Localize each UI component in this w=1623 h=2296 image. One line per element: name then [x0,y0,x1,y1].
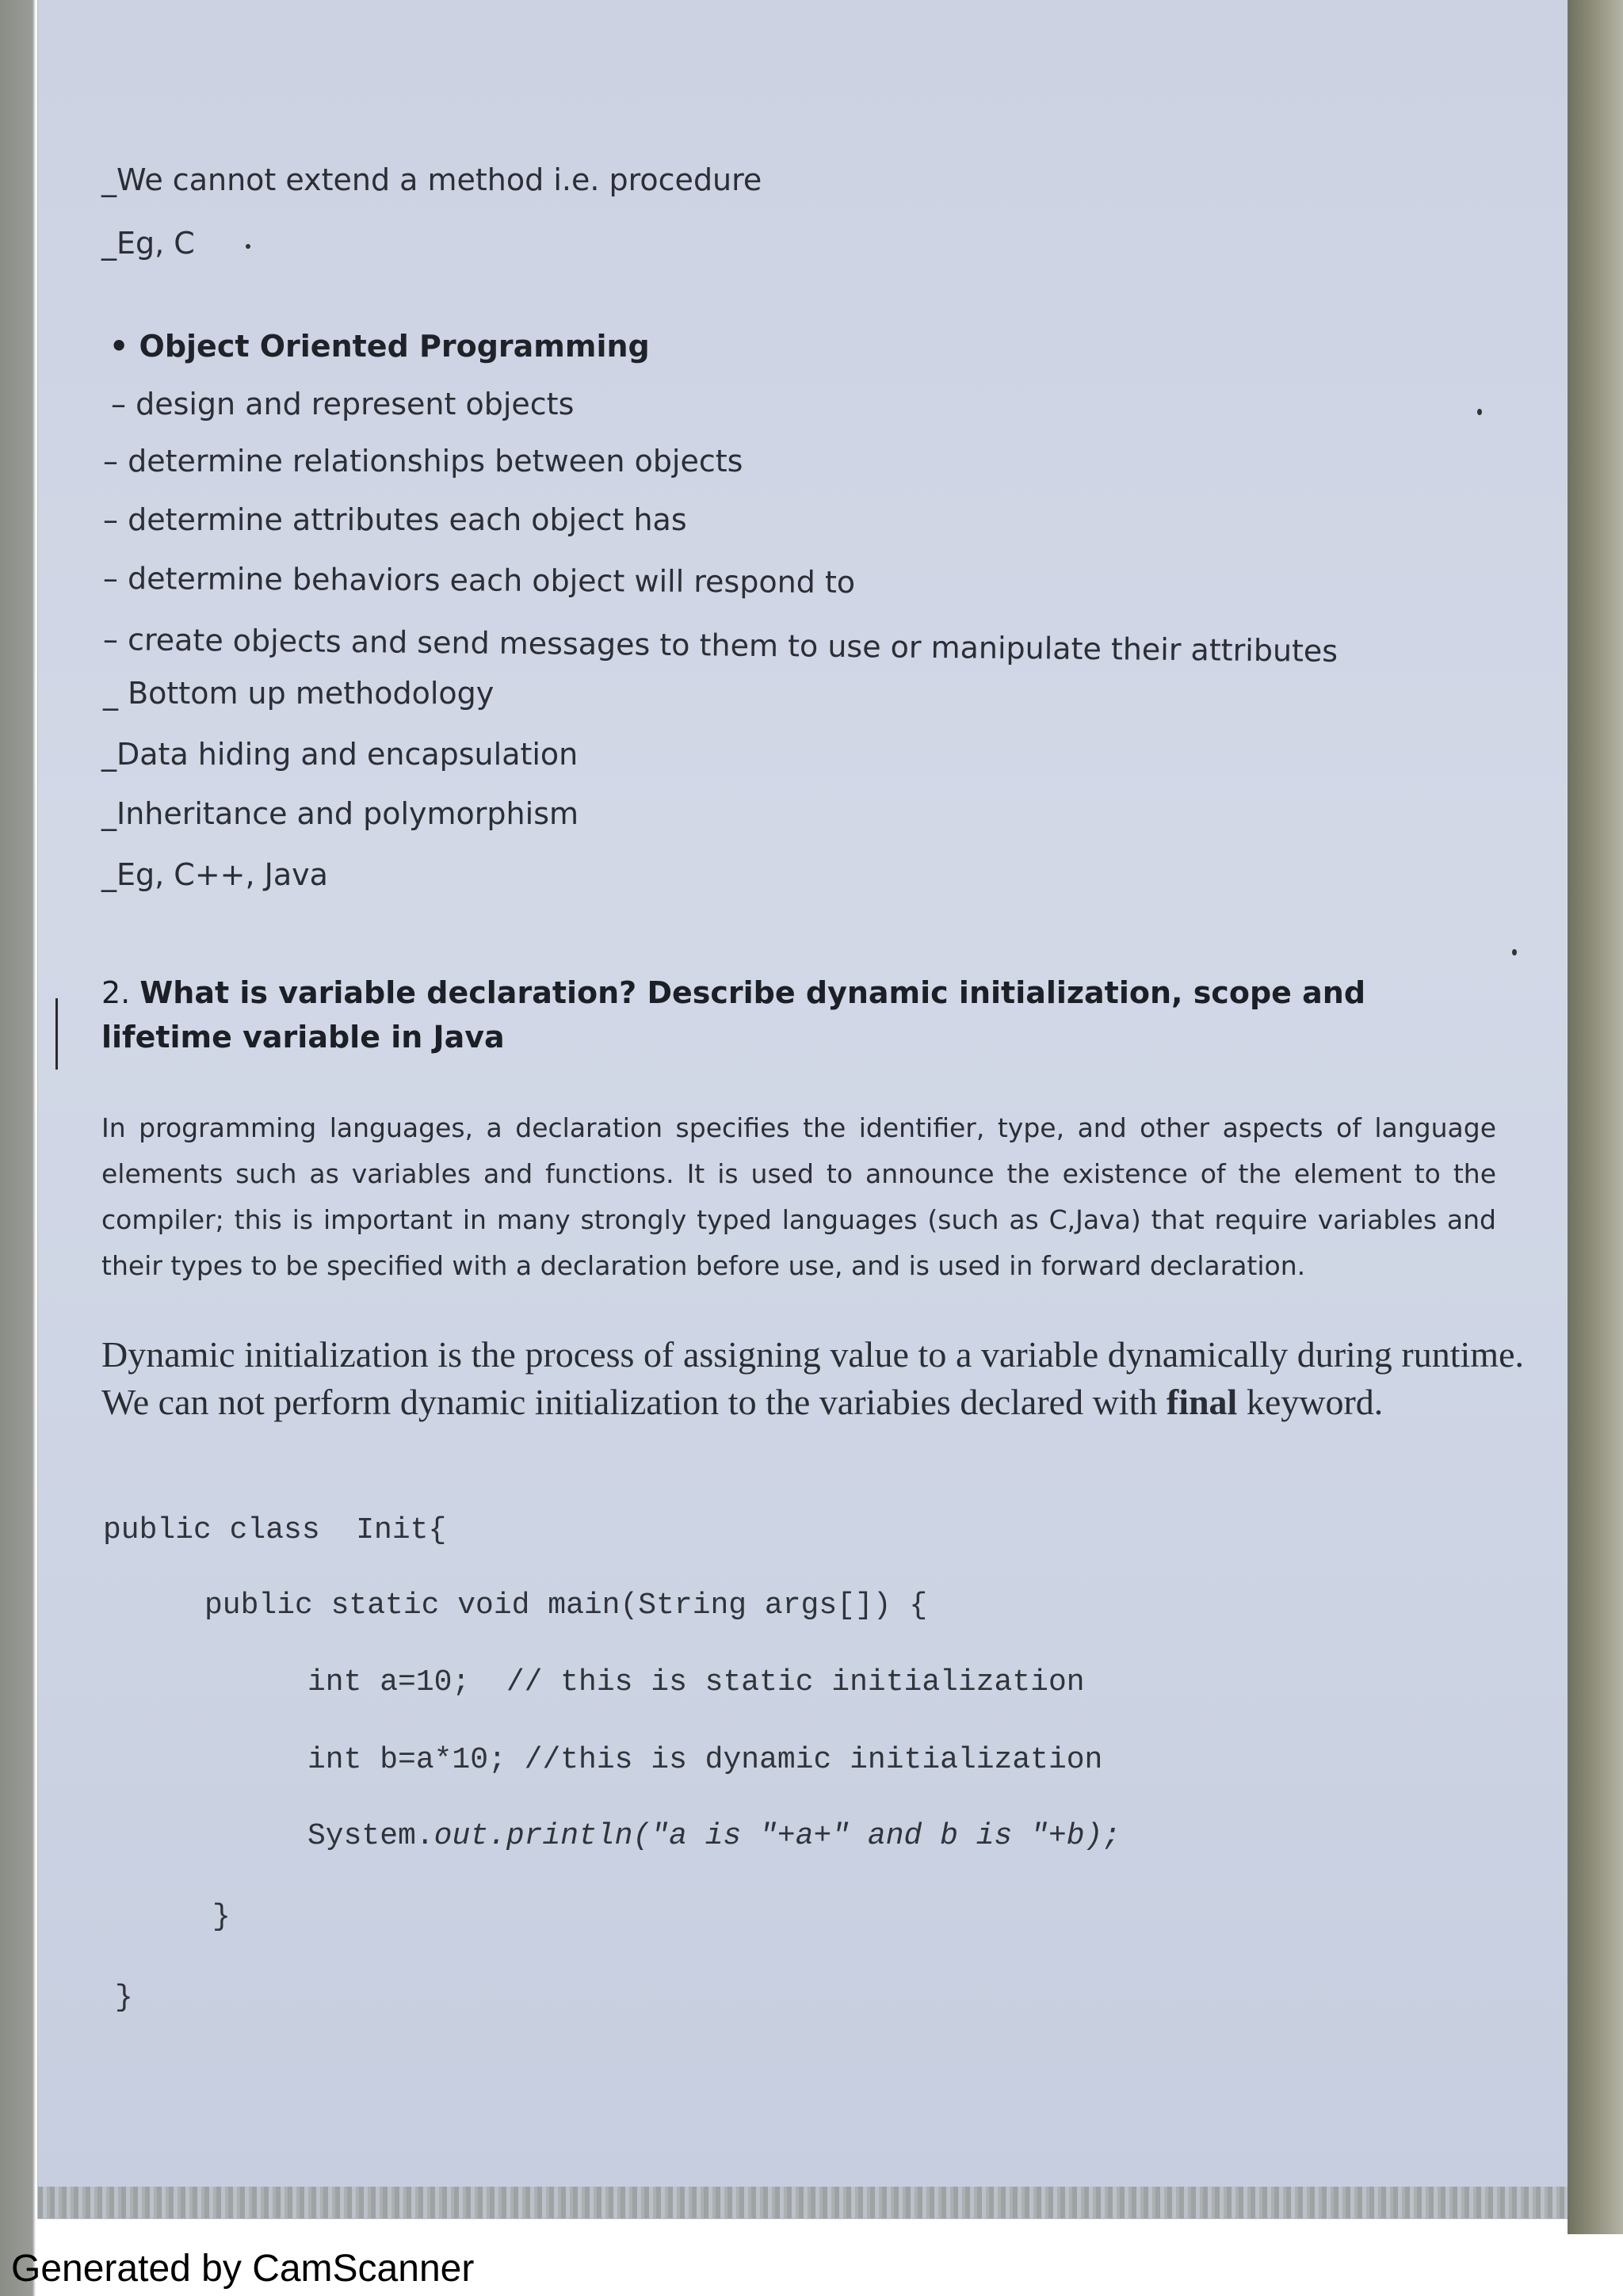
dynamic-init-text: Dynamic initialization is the process of assigning value to a variable dynamically during runtime. We can not perform dynamic initialization to the variabies declared with [101,1334,1524,1422]
code-println: out.println("a is "+a+" and b is "+b); [433,1819,1121,1853]
scan-speck [1512,949,1517,955]
oop-item: – determine attributes each object has [103,502,687,537]
code-line-1: public class Init{ [103,1513,447,1547]
code-line-5 [307,1819,1121,1853]
code-line-2: public static void main(String args[]) { [204,1589,928,1623]
scan-speck [246,244,250,249]
oop-item: – determine relationships between objects [103,444,743,479]
footer-watermark: Generated by CamScanner [11,2248,475,2290]
intro-line-2: _Eg, C [101,226,195,261]
oop-item: _ Bottom up methodology [103,676,495,711]
oop-item: _Inheritance and polymorphism [101,796,579,831]
question-text: What is variable declaration? Describe dynamic initialization, scope and lifetime variable in Java [101,975,1366,1055]
oop-heading: • Object Oriented Programming [109,329,650,364]
code-system: System. [307,1819,434,1853]
oop-item: – create objects and send messages to them to use or manipulate their attributes [102,622,1338,669]
dynamic-init-tail: keyword. [1246,1382,1384,1422]
oop-item: _Eg, C++, Java [101,857,328,892]
oop-item: – determine behaviors each object will respond to [102,561,856,600]
declaration-paragraph: In programming languages, a declaration specifies the identifier, type, and other aspects of language elements such as variables and functions. It is used to announce the existence of the element to the compiler; this is important in many strongly typed languages (such as C,Java) that require variables and their types to be specified with a declaration before use, and is used in forward declaration. [101,1112,1496,1281]
question-number: 2. [101,975,131,1010]
code-line-3: int a=10; // this is static initialization [307,1665,1085,1699]
question-2-heading [101,971,1480,1059]
scan-speck [1477,409,1482,415]
oop-item: – design and represent objects [111,387,575,421]
code-line-7: } [115,1981,133,2015]
final-keyword: final [1166,1382,1238,1422]
dynamic-init-paragraph [101,1331,1524,1426]
oop-item: _Data hiding and encapsulation [101,737,579,772]
code-line-4: int b=a*10; //this is dynamic initialization [307,1743,1103,1777]
intro-line-1: _We cannot extend a method i.e. procedure [101,162,762,197]
code-line-6: } [212,1900,231,1934]
